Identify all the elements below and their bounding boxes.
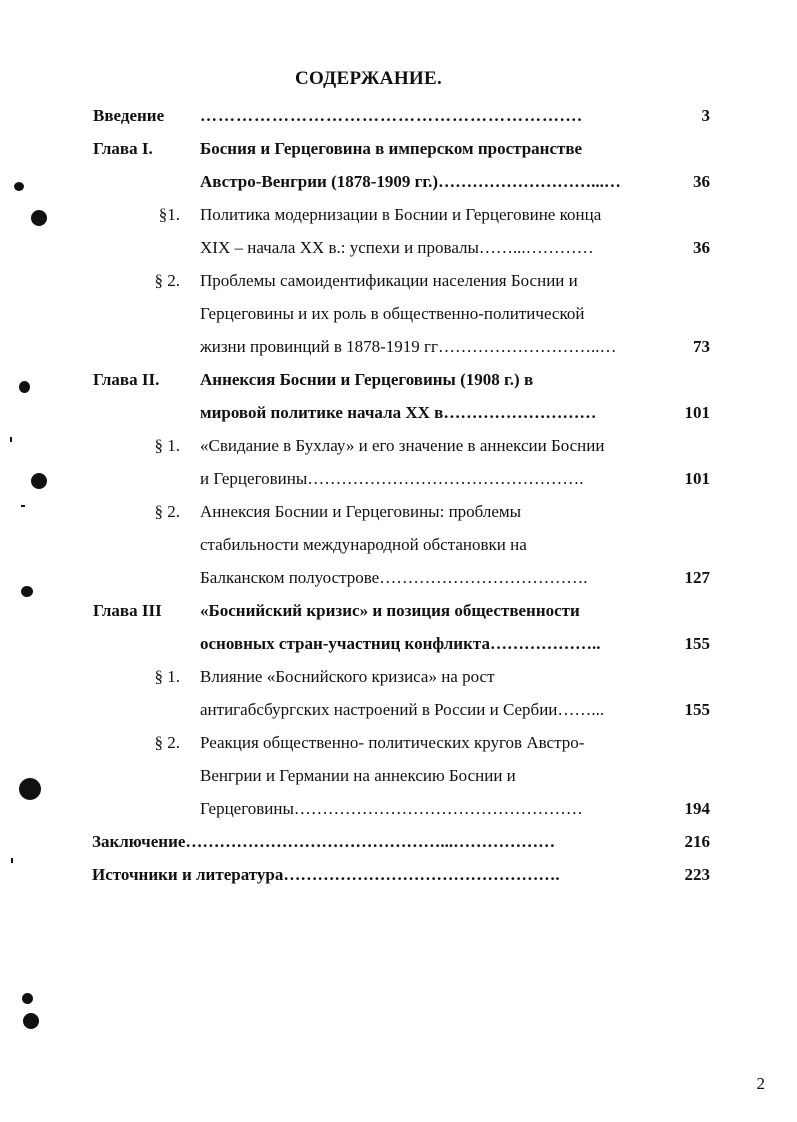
toc-chapter2-s1-line2: и Герцеговины…………………………………………. [200,469,584,488]
toc-chapter1-label: Глава I. [93,139,153,158]
punch-hole [23,1013,39,1029]
toc-chapter3-title-line1: «Боснийский кризис» и позиция общественности [200,601,580,620]
page-title: СОДЕРЖАНИЕ. [294,68,443,89]
footer-page-number: 2 [756,1074,765,1093]
toc-chapter1-s2-page: 73 [693,337,710,356]
toc-sources-page: 223 [684,865,710,884]
toc-chapter3-s2-line1: Реакция общественно- политических кругов Австро- [200,733,585,752]
toc-chapter1-s1-line1: Политика модернизации в Боснии и Герцеговине конца [200,205,602,224]
ink-speck [11,858,13,863]
punch-hole-mark [21,586,33,597]
toc-chapter3-title-line2: основных стран-участниц конфликта……………….. [200,634,601,653]
toc-chapter2-page: 101 [684,403,710,422]
toc-chapter1-s1-line2: XIX – начала XX в.: успехи и провалы……...………… [200,238,594,257]
toc-chapter1-s2-line3: жизни провинций в 1878-1919 гг………………………..… [200,337,617,356]
punch-hole-mark [22,993,33,1004]
toc-chapter2-label: Глава II. [93,370,160,389]
toc-chapter3-s1-line2: антигабсбургских настроений в России и Сербии……... [200,700,605,719]
ink-speck [21,505,25,507]
punch-hole-mark [19,381,30,393]
toc-chapter3-s1-line1: Влияние «Боснийского кризиса» на рост [200,667,495,686]
punch-hole-mark [19,778,41,800]
toc-chapter2-s2-line3: Балканском полуострове………………………………. [200,568,588,587]
toc-sources: Источники и литература…………………………………………. [92,865,560,884]
punch-hole [31,473,47,489]
toc-chapter1-page: 36 [693,172,710,191]
toc-chapter1-title-line1: Босния и Герцеговина в имперском пространстве [200,139,583,158]
toc-chapter1-s2-line1: Проблемы самоидентификации населения Боснии и [200,271,578,290]
toc-chapter2-s2-line2: стабильности международной обстановки на [200,535,527,554]
toc-chapter3-page: 155 [684,634,710,653]
toc-chapter2-s2-line1: Аннексия Боснии и Герцеговины: проблемы [200,502,522,521]
toc-chapter3-s2-page: 194 [684,799,710,818]
toc-conclusion: Заключение………………………………………...……………… [92,832,556,851]
toc-chapter2-s1-line1: «Свидание в Бухлау» и его значение в аннексии Боснии [200,436,605,455]
toc-chapter3-s2-label: § 2. [154,733,180,752]
ink-speck [10,437,12,442]
toc-chapter1-s1-label: §1. [158,205,180,224]
toc-chapter3-s2-line3: Герцеговины…………………………………………… [200,799,583,818]
toc-chapter2-title-line1: Аннексия Боснии и Герцеговины (1908 г.) в [200,370,534,389]
toc-chapter3-label: Глава III [93,601,162,620]
toc-intro-label: Введение [93,106,165,125]
toc-chapter2-title-line2: мировой политике начала XX в……………………… [200,403,597,422]
toc-chapter1-title-line2: Австро-Венгрии (1878-1909 гг.)………………………...… [200,172,621,191]
toc-chapter3-s1-label: § 1. [154,667,180,686]
toc-chapter2-s2-page: 127 [684,568,710,587]
toc-conclusion-page: 216 [684,832,710,851]
toc-chapter2-s1-label: § 1. [154,436,180,455]
toc-chapter1-s2-line2: Герцеговины и их роль в общественно-политической [200,304,585,323]
toc-chapter1-s1-page: 36 [693,238,710,257]
toc-chapter3-s1-page: 155 [684,700,710,719]
punch-hole [31,210,47,226]
toc-chapter3-s2-line2: Венгрии и Германии на аннексию Боснии и [200,766,516,785]
toc-chapter2-s2-label: § 2. [154,502,180,521]
punch-hole-mark [14,182,24,191]
toc-intro-dots: …………………………………………………….… [200,106,584,125]
toc-chapter2-s1-page: 101 [684,469,710,488]
toc-chapter1-s2-label: § 2. [154,271,180,290]
toc-intro-page: 3 [701,106,710,125]
